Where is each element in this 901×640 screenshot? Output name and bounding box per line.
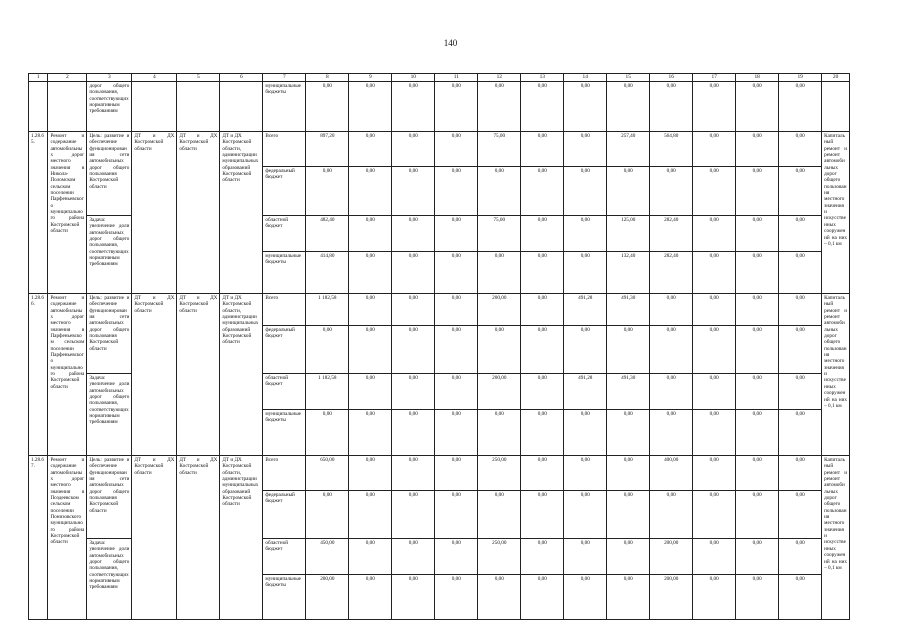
value-cell: 0,00 (779, 167, 822, 216)
value-cell: 491,28 (564, 374, 607, 410)
task-cell: дорог общего пользования, соответствующих нормативным требованиям (87, 82, 132, 132)
value-cell: 0,00 (779, 216, 822, 252)
value-cell: 0,00 (564, 216, 607, 252)
value-cell: 0,00 (392, 216, 435, 252)
value-cell: 0,00 (521, 294, 564, 326)
value-cell: 0,00 (392, 132, 435, 167)
value-cell: 0,00 (349, 294, 392, 326)
value-cell: 0,00 (349, 374, 392, 410)
value-cell: 0,00 (607, 326, 650, 374)
value-cell: 0,00 (392, 410, 435, 456)
value-cell: 200,00 (650, 539, 693, 575)
measure-id: 1.28.66. (29, 294, 48, 456)
funding-label: областной бюджет (263, 539, 306, 575)
measure-task: Задача: увеличение доли автомобильных дорог общего пользования, соответствующих нормативным требованиям (87, 539, 132, 620)
value-cell: 0,00 (779, 132, 822, 167)
result-cell: Капитальный ремонт и ремонт автомобильных дорог общего пользования местного значения и искусственных сооружений на них – 0,1 км (822, 456, 850, 620)
value-cell: 564,80 (650, 132, 693, 167)
value-cell: 0,00 (478, 167, 521, 216)
value-cell: 0,00 (650, 82, 693, 132)
funding-label: федеральный бюджет (263, 491, 306, 539)
value-cell: 0,00 (306, 491, 349, 539)
coordinator-cell: ДТ и ДХ Костромской области (132, 294, 177, 456)
measure-task: Задача: увеличение доли автомобильных дорог общего пользования, соответствующих нормативным требованиям (87, 374, 132, 456)
value-cell: 0,00 (736, 82, 779, 132)
funding-label: областной бюджет (263, 216, 306, 252)
value-cell: 0,00 (564, 252, 607, 294)
value-cell: 0,00 (607, 82, 650, 132)
value-cell: 1 182,58 (306, 294, 349, 326)
value-cell: 0,00 (693, 82, 736, 132)
responsible-cell: ДТ и ДХ Костромской области (177, 132, 220, 294)
value-cell: 0,00 (521, 326, 564, 374)
value-cell: 0,00 (392, 539, 435, 575)
value-cell: 0,00 (521, 374, 564, 410)
funding-label: областной бюджет (263, 374, 306, 410)
value-cell: 282,40 (650, 216, 693, 252)
value-cell: 0,00 (521, 82, 564, 132)
value-cell: 200,00 (478, 374, 521, 410)
result-cell: Капитальный ремонт и ремонт автомобильных дорог общего пользования местного значения и искусственных сооружений на них – 0,1 км (822, 132, 850, 294)
value-cell: 0,00 (607, 456, 650, 491)
value-cell: 0,00 (435, 82, 478, 132)
value-cell: 0,00 (521, 132, 564, 167)
column-number: 6 (220, 74, 263, 82)
header-row (29, 74, 850, 82)
value-cell: 0,00 (435, 374, 478, 410)
value-cell: 0,00 (478, 491, 521, 539)
value-cell: 0,00 (736, 167, 779, 216)
value-cell: 0,00 (306, 410, 349, 456)
page-number: 140 (443, 38, 458, 48)
value-cell: 0,00 (392, 294, 435, 326)
column-number: 12 (478, 74, 521, 82)
measure-name: Ремонт и содержание автомобильных дорог местного значения в Поздеевском сельском поселении Понизовского муниципального района Костромской области (48, 456, 87, 620)
value-cell: 250,00 (478, 539, 521, 575)
funding-label: муниципальные бюджеты (263, 410, 306, 456)
value-cell: 0,00 (564, 132, 607, 167)
value-cell: 257,40 (607, 132, 650, 167)
empty-cell (822, 82, 850, 132)
value-cell: 0,00 (392, 374, 435, 410)
column-number: 18 (736, 74, 779, 82)
column-number: 17 (693, 74, 736, 82)
value-cell: 0,00 (693, 252, 736, 294)
value-cell: 0,00 (349, 539, 392, 575)
value-cell: 75,00 (478, 132, 521, 167)
funding-label: федеральный бюджет (263, 326, 306, 374)
value-cell: 414,80 (306, 252, 349, 294)
value-cell: 0,00 (349, 82, 392, 132)
responsible-cell: ДТ и ДХ Костромской области (177, 456, 220, 620)
measure-goal: Цель: развитие и обеспечение функционирования сети автомобильных дорог общего пользования Костромской области (87, 294, 132, 374)
funding-label: муниципальные бюджеты (263, 82, 306, 132)
value-cell: 0,00 (521, 575, 564, 620)
value-cell: 0,00 (435, 575, 478, 620)
column-number: 9 (349, 74, 392, 82)
funding-label: муниципальные бюджеты (263, 252, 306, 294)
value-cell: 0,00 (736, 326, 779, 374)
value-cell: 0,00 (392, 252, 435, 294)
value-cell: 0,00 (521, 252, 564, 294)
value-cell: 0,00 (693, 575, 736, 620)
value-cell: 200,00 (650, 575, 693, 620)
value-cell: 282,40 (650, 252, 693, 294)
value-cell: 0,00 (736, 132, 779, 167)
value-cell: 0,00 (435, 326, 478, 374)
value-cell: 897,20 (306, 132, 349, 167)
empty-cell (132, 82, 177, 132)
funding-label: Всего (263, 456, 306, 491)
measure-task: Задача: увеличение доли автомобильных дорог общего пользования, соответствующих нормативным требованиям (87, 216, 132, 294)
measure-goal: Цель: развитие и обеспечение функционирования сети автомобильных дорог общего пользования Костромской области (87, 132, 132, 216)
column-number: 10 (392, 74, 435, 82)
value-cell: 0,00 (736, 374, 779, 410)
table-row (29, 132, 850, 167)
table-row (29, 456, 850, 491)
value-cell: 0,00 (478, 410, 521, 456)
value-cell: 1 182,58 (306, 374, 349, 410)
value-cell: 0,00 (521, 410, 564, 456)
value-cell: 0,00 (693, 294, 736, 326)
funding-label: Всего (263, 132, 306, 167)
value-cell: 0,00 (607, 539, 650, 575)
value-cell: 200,00 (306, 575, 349, 620)
value-cell: 491,28 (564, 294, 607, 326)
column-number: 2 (48, 74, 87, 82)
column-number: 3 (87, 74, 132, 82)
value-cell: 0,00 (736, 252, 779, 294)
value-cell: 0,00 (564, 539, 607, 575)
value-cell: 0,00 (736, 410, 779, 456)
value-cell: 0,00 (564, 326, 607, 374)
column-number: 7 (263, 74, 306, 82)
value-cell: 0,00 (779, 326, 822, 374)
executors-cell: ДТ и ДХ Костромской области, администрации муниципальных образований Костромской области (220, 456, 263, 620)
value-cell: 0,00 (521, 216, 564, 252)
result-cell: Капитальный ремонт и ремонт автомобильных дорог общего пользования местного значения и искусственных сооружений на них – 0,1 км (822, 294, 850, 456)
value-cell: 0,00 (693, 491, 736, 539)
value-cell: 0,00 (392, 326, 435, 374)
value-cell: 0,00 (306, 326, 349, 374)
value-cell: 132,40 (607, 252, 650, 294)
funding-label: федеральный бюджет (263, 167, 306, 216)
coordinator-cell: ДТ и ДХ Костромской области (132, 456, 177, 620)
measure-id: 1.28.65. (29, 132, 48, 294)
value-cell: 491,30 (607, 294, 650, 326)
value-cell: 0,00 (736, 216, 779, 252)
measure-name: Ремонт и содержание автомобильных дорог местного значения в Парфеньевском сельском поселении Парфеньевского муниципального района Костромской области (48, 294, 87, 456)
value-cell: 0,00 (478, 326, 521, 374)
value-cell: 0,00 (521, 491, 564, 539)
value-cell: 0,00 (779, 294, 822, 326)
value-cell: 0,00 (693, 456, 736, 491)
column-number: 8 (306, 74, 349, 82)
value-cell: 0,00 (435, 456, 478, 491)
empty-cell (220, 82, 263, 132)
coordinator-cell: ДТ и ДХ Костромской области (132, 132, 177, 294)
value-cell: 0,00 (392, 167, 435, 216)
value-cell: 0,00 (349, 216, 392, 252)
column-number: 4 (132, 74, 177, 82)
value-cell: 250,00 (478, 456, 521, 491)
value-cell: 400,00 (650, 456, 693, 491)
continuation-row (29, 82, 850, 132)
value-cell: 0,00 (306, 82, 349, 132)
value-cell: 0,00 (693, 167, 736, 216)
measure-goal: Цель: развитие и обеспечение функционирования сети автомобильных дорог общего пользования Костромской области (87, 456, 132, 539)
funding-label: муниципальные бюджеты (263, 575, 306, 620)
value-cell: 450,00 (306, 539, 349, 575)
value-cell: 0,00 (478, 82, 521, 132)
value-cell: 0,00 (521, 456, 564, 491)
value-cell: 0,00 (478, 575, 521, 620)
value-cell: 650,00 (306, 456, 349, 491)
column-number: 20 (822, 74, 850, 82)
value-cell: 0,00 (349, 326, 392, 374)
table-row (29, 294, 850, 326)
value-cell: 0,00 (779, 410, 822, 456)
value-cell: 0,00 (349, 575, 392, 620)
value-cell: 0,00 (607, 491, 650, 539)
value-cell: 0,00 (779, 456, 822, 491)
empty-cell (177, 82, 220, 132)
value-cell: 0,00 (349, 252, 392, 294)
value-cell: 0,00 (435, 410, 478, 456)
value-cell: 0,00 (392, 456, 435, 491)
responsible-cell: ДТ и ДХ Костромской области (177, 294, 220, 456)
value-cell: 0,00 (650, 491, 693, 539)
value-cell: 0,00 (650, 374, 693, 410)
funding-label: Всего (263, 294, 306, 326)
value-cell: 0,00 (564, 82, 607, 132)
value-cell: 0,00 (564, 491, 607, 539)
value-cell: 0,00 (435, 539, 478, 575)
value-cell: 0,00 (564, 456, 607, 491)
value-cell: 0,00 (392, 82, 435, 132)
executors-cell: ДТ и ДХ Костромской области, администрации муниципальных образований Костромской области (220, 294, 263, 456)
table-body (29, 74, 850, 620)
column-number: 16 (650, 74, 693, 82)
value-cell: 0,00 (607, 167, 650, 216)
empty-cell (29, 82, 48, 132)
value-cell: 0,00 (521, 539, 564, 575)
value-cell: 75,00 (478, 216, 521, 252)
value-cell: 0,00 (607, 575, 650, 620)
value-cell: 0,00 (693, 132, 736, 167)
column-number: 11 (435, 74, 478, 82)
value-cell: 0,00 (736, 491, 779, 539)
value-cell: 0,00 (435, 216, 478, 252)
value-cell: 0,00 (779, 491, 822, 539)
empty-cell (48, 82, 87, 132)
value-cell: 0,00 (435, 252, 478, 294)
value-cell: 0,00 (435, 294, 478, 326)
value-cell: 0,00 (564, 167, 607, 216)
column-number: 1 (29, 74, 48, 82)
column-number: 13 (521, 74, 564, 82)
value-cell: 0,00 (306, 167, 349, 216)
value-cell: 0,00 (736, 539, 779, 575)
value-cell: 0,00 (435, 167, 478, 216)
value-cell: 0,00 (736, 575, 779, 620)
program-table (28, 73, 850, 620)
value-cell: 0,00 (779, 374, 822, 410)
value-cell: 0,00 (736, 294, 779, 326)
value-cell: 0,00 (392, 575, 435, 620)
value-cell: 0,00 (693, 326, 736, 374)
value-cell: 0,00 (607, 410, 650, 456)
value-cell: 491,30 (607, 374, 650, 410)
value-cell: 0,00 (392, 491, 435, 539)
value-cell: 0,00 (693, 374, 736, 410)
value-cell: 0,00 (349, 491, 392, 539)
value-cell: 482,40 (306, 216, 349, 252)
value-cell: 0,00 (349, 456, 392, 491)
value-cell: 0,00 (650, 410, 693, 456)
value-cell: 0,00 (693, 410, 736, 456)
value-cell: 0,00 (349, 132, 392, 167)
measure-id: 1.28.67. (29, 456, 48, 620)
value-cell: 0,00 (650, 167, 693, 216)
value-cell: 0,00 (779, 82, 822, 132)
executors-cell: ДТ и ДХ Костромской области, администрации муниципальных образований Костромской области (220, 132, 263, 294)
value-cell: 0,00 (435, 132, 478, 167)
value-cell: 0,00 (435, 491, 478, 539)
value-cell: 0,00 (693, 539, 736, 575)
value-cell: 0,00 (650, 294, 693, 326)
value-cell: 0,00 (693, 216, 736, 252)
value-cell: 0,00 (478, 252, 521, 294)
value-cell: 200,00 (478, 294, 521, 326)
measure-name: Ремонт и содержание автомобильных дорог местного значения в Никола-Поломском сельском поселении Парфеньевского муниципального района Костромской области (48, 132, 87, 294)
column-number: 14 (564, 74, 607, 82)
value-cell: 0,00 (650, 326, 693, 374)
value-cell: 0,00 (349, 410, 392, 456)
column-number: 5 (177, 74, 220, 82)
value-cell: 0,00 (779, 539, 822, 575)
column-number: 19 (779, 74, 822, 82)
value-cell: 0,00 (779, 252, 822, 294)
value-cell: 0,00 (564, 575, 607, 620)
value-cell: 125,00 (607, 216, 650, 252)
value-cell: 0,00 (736, 456, 779, 491)
value-cell: 0,00 (349, 167, 392, 216)
value-cell: 0,00 (564, 410, 607, 456)
column-number: 15 (607, 74, 650, 82)
value-cell: 0,00 (779, 575, 822, 620)
value-cell: 0,00 (521, 167, 564, 216)
